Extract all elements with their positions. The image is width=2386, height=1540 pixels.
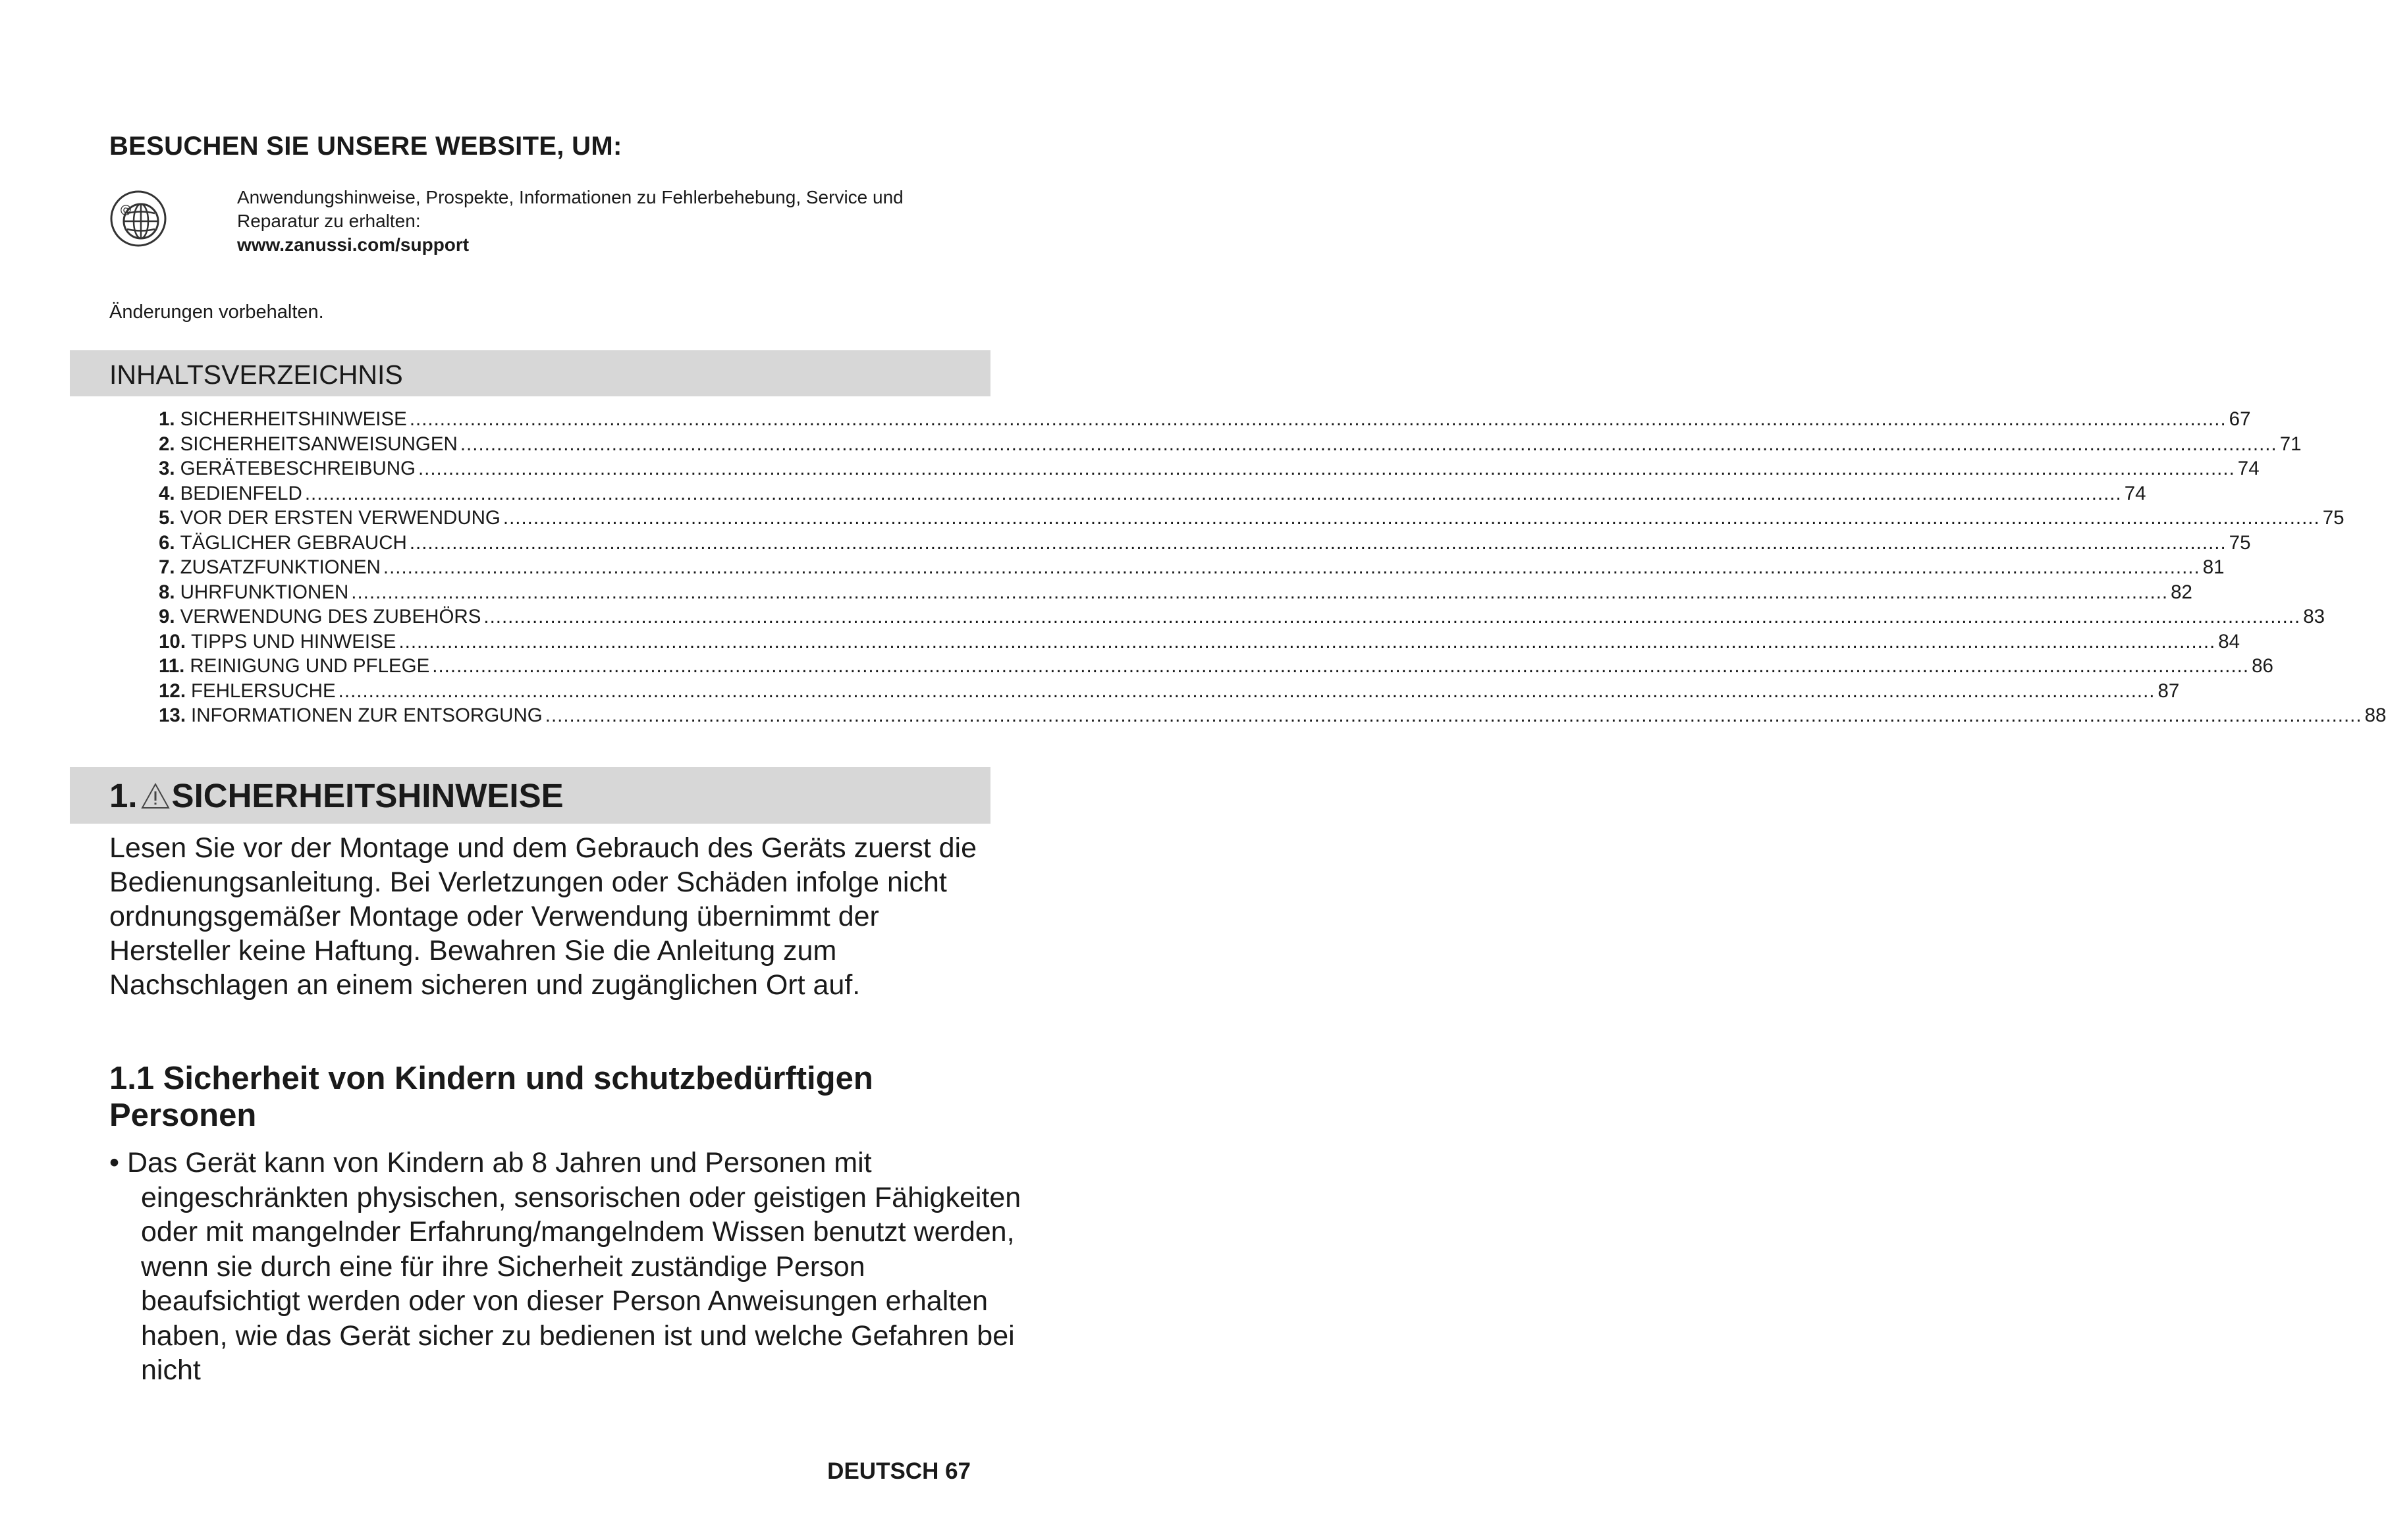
toc-item-page: 81 bbox=[2202, 556, 2225, 578]
toc-item[interactable] bbox=[159, 556, 2225, 581]
toc-item-number: 2. bbox=[159, 433, 175, 455]
toc-item-label: FEHLERSUCHE bbox=[191, 679, 336, 702]
warning-triangle-icon bbox=[140, 782, 171, 810]
toc-dot-leader: ............................................................................................................................................................................................................................................................................................................ bbox=[304, 482, 2122, 504]
toc-item-page: 84 bbox=[2218, 630, 2240, 652]
toc-dot-leader: ............................................................................................................................................................................................................................................................................................................ bbox=[545, 704, 2362, 726]
toc-dot-leader: ............................................................................................................................................................................................................................................................................................................ bbox=[409, 531, 2227, 554]
toc-item-number: 13. bbox=[159, 704, 186, 726]
section-1-title bbox=[109, 776, 564, 815]
toc-item-page: 74 bbox=[2124, 482, 2146, 504]
toc-item-page: 75 bbox=[2229, 531, 2251, 554]
toc-item-number: 6. bbox=[159, 531, 175, 554]
changes-reserved-note: Änderungen vorbehalten. bbox=[109, 302, 324, 323]
toc-dot-leader: ............................................................................................................................................................................................................................................................................................................ bbox=[338, 679, 2156, 702]
toc-dot-leader: ............................................................................................................................................................................................................................................................................................................ bbox=[398, 630, 2216, 652]
toc-item-label: ZUSATZFUNKTIONEN bbox=[180, 556, 381, 578]
toc-item[interactable] bbox=[159, 531, 2251, 557]
toc-item[interactable] bbox=[159, 679, 2180, 705]
toc-dot-leader: ............................................................................................................................................................................................................................................................................................................ bbox=[432, 655, 2250, 677]
toc-item-page: 86 bbox=[2252, 655, 2273, 677]
toc-item-label: TÄGLICHER GEBRAUCH bbox=[180, 531, 407, 554]
toc-item-label: GERÄTEBESCHREIBUNG bbox=[180, 458, 416, 479]
visit-website-heading: BESUCHEN SIE UNSERE WEBSITE, UM: bbox=[109, 132, 622, 161]
toc-item[interactable] bbox=[159, 630, 2240, 656]
toc-item-number: 10. bbox=[159, 630, 186, 652]
child-safety-bullet: • Das Gerät kann von Kindern ab 8 Jahren und Personen mit eingeschränkten physischen, sensorischen oder geistigen Fähigkeiten oder mit mangelnder Erfahrung/mangelndem Wissen benutzt werden, wenn sie durch eine für ihre Sicherheit zuständige Person beaufsichtigt werden oder von dieser Person Anweisungen erhalten haben, wie das Gerät sicher zu bedienen ist und welche Gefahren bei nicht bbox=[109, 1147, 1021, 1386]
toc-item-label: SICHERHEITSHINWEISE bbox=[180, 408, 407, 430]
toc-item[interactable] bbox=[159, 581, 2192, 606]
toc-dot-leader: ............................................................................................................................................................................................................................................................................................................ bbox=[351, 581, 2169, 603]
toc-item-label: VERWENDUNG DES ZUBEHÖRS bbox=[180, 606, 481, 627]
toc-dot-leader: ............................................................................................................................................................................................................................................................................................................ bbox=[483, 606, 2301, 627]
toc-item[interactable] bbox=[159, 704, 2386, 730]
toc-item[interactable] bbox=[159, 408, 2251, 433]
toc-item-page: 83 bbox=[2303, 606, 2325, 627]
toc-dot-leader: ............................................................................................................................................................................................................................................................................................................ bbox=[409, 408, 2227, 430]
toc-item[interactable] bbox=[159, 606, 2325, 631]
toc-item-page: 75 bbox=[2322, 507, 2345, 529]
toc-item-number: 12. bbox=[159, 679, 186, 702]
section-1-title-text: SICHERHEITSHINWEISE bbox=[171, 777, 564, 814]
toc-item-number: 11. bbox=[159, 655, 185, 677]
toc-item-label: TIPPS UND HINWEISE bbox=[191, 630, 396, 652]
safety-intro-paragraph: Lesen Sie vor der Montage und dem Gebrauch des Geräts zuerst die Bedienungsanleitung. Bei Verletzungen oder Schäden infolge nicht ordnungsgemäßer Montage oder Verwendung übernimmt der Hersteller keine Haftung. Bewahren Sie die Anleitung zum Nachschlagen an einem sicheren und zugänglichen Ort auf. bbox=[109, 832, 977, 1001]
toc-item-page: 74 bbox=[2237, 458, 2260, 479]
subsection-1-1-title: 1.1 Sicherheit von Kindern und schutzbedürftigen Personen bbox=[109, 1061, 873, 1133]
toc-item[interactable] bbox=[159, 655, 2273, 680]
support-url-link[interactable]: www.zanussi.com/support bbox=[237, 234, 470, 255]
toc-item-label: VOR DER ERSTEN VERWENDUNG bbox=[180, 507, 501, 529]
toc-dot-leader: ............................................................................................................................................................................................................................................................................................................ bbox=[460, 433, 2277, 455]
toc-item-page: 71 bbox=[2279, 433, 2302, 455]
toc-item-page: 67 bbox=[2229, 408, 2251, 430]
svg-text:@: @ bbox=[120, 203, 132, 217]
toc-dot-leader: ............................................................................................................................................................................................................................................................................................................ bbox=[502, 507, 2320, 529]
toc-header-band bbox=[70, 350, 990, 396]
toc-item-number: 4. bbox=[159, 482, 175, 504]
support-description: Anwendungshinweise, Prospekte, Informationen zu Fehlerbehebung, Service und Reparatur zu erhalten: bbox=[237, 187, 904, 231]
toc-item[interactable] bbox=[159, 507, 2345, 532]
toc-item-label: BEDIENFELD bbox=[180, 482, 302, 504]
toc-item-page: 82 bbox=[2171, 581, 2192, 603]
toc-item-number: 1. bbox=[159, 408, 175, 430]
toc-item[interactable] bbox=[159, 433, 2302, 458]
toc-dot-leader: ............................................................................................................................................................................................................................................................................................................ bbox=[418, 458, 2235, 479]
toc-item-number: 9. bbox=[159, 606, 175, 627]
toc-title: INHALTSVERZEICHNIS bbox=[109, 359, 403, 390]
toc-item-page: 88 bbox=[2364, 704, 2386, 726]
globe-web-icon bbox=[109, 190, 167, 248]
page-footer-language-page: DEUTSCH 67 bbox=[827, 1458, 971, 1484]
toc-item[interactable] bbox=[159, 482, 2146, 508]
section-1-number: 1. bbox=[109, 777, 138, 814]
toc-item-number: 8. bbox=[159, 581, 175, 603]
toc-item[interactable] bbox=[159, 458, 2260, 483]
toc-item-number: 7. bbox=[159, 556, 175, 578]
toc-item-number: 3. bbox=[159, 458, 175, 479]
toc-dot-leader: ............................................................................................................................................................................................................................................................................................................ bbox=[383, 556, 2200, 578]
toc-item-number: 5. bbox=[159, 507, 175, 529]
toc-item-page: 87 bbox=[2157, 679, 2180, 702]
toc-item-label: SICHERHEITSANWEISUNGEN bbox=[180, 433, 458, 455]
table-of-contents bbox=[159, 408, 2386, 730]
toc-item-label: REINIGUNG UND PFLEGE bbox=[190, 655, 430, 677]
toc-item-label: INFORMATIONEN ZUR ENTSORGUNG bbox=[191, 704, 543, 726]
support-info bbox=[237, 186, 988, 257]
section-1-header-band bbox=[70, 767, 990, 824]
toc-item-label: UHRFUNKTIONEN bbox=[180, 581, 349, 603]
